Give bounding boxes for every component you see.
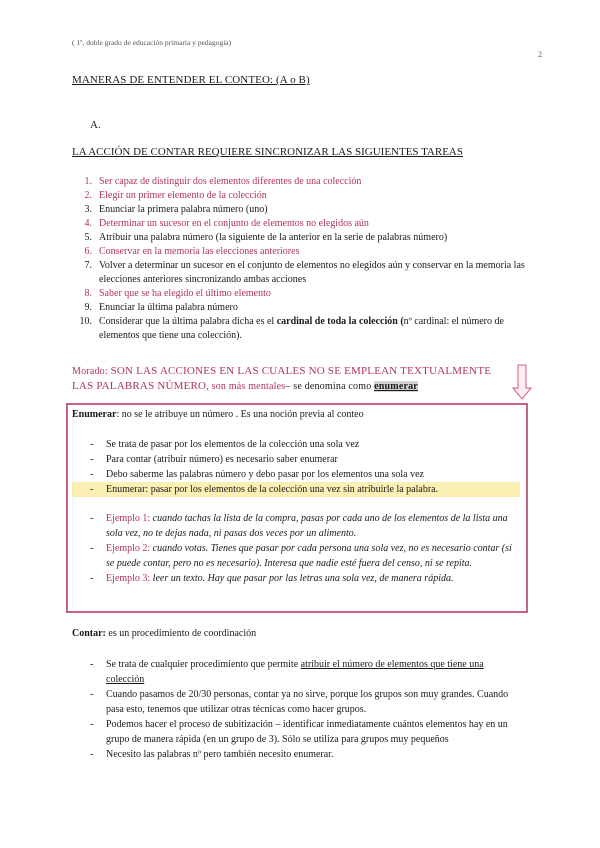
task-item [72, 245, 532, 259]
page-header: ( 1º, doble grado de educación primaria y pedagogía) [72, 38, 232, 47]
task-number: 10. [79, 316, 92, 327]
example-label: Ejemplo 3: [106, 573, 153, 584]
morado-mid: , son más mentales [206, 381, 286, 392]
task-text: Elegir un primer elemento de la colección [99, 190, 267, 201]
task-number: 8. [84, 288, 92, 299]
task-text: Enunciar la última palabra número [99, 302, 238, 313]
task-text: Volver a determinar un sucesor en el conjunto de elementos no elegidos aún y conservar en la memoria las elecciones anteriores sincronizando ambas acciones [99, 260, 525, 285]
enumerar-highlight: enumerar [374, 381, 418, 392]
sync-heading: LA ACCIÓN DE CONTAR REQUIERE SINCRONIZAR LAS SIGUIENTES TAREAS [72, 146, 463, 158]
page-number: 2 [538, 50, 542, 59]
task-text-after: nº cardinal: el número de elementos que tiene una colección). [99, 316, 504, 341]
bullet-text: Se trata de pasar por los elementos de la colección una sola vez [106, 439, 360, 450]
task-number: 3. [84, 204, 92, 215]
task-item [72, 189, 532, 203]
task-text: Atribuir una palabra número (la siguiente de la anterior en la serie de palabras número) [99, 232, 448, 243]
list-item: - Ejemplo 1: cuando tachas la lista de la compra, pasas por cada uno de los elementos de la lista una sola vez, no te dejas nada, ni pasas dos veces por un alimento. [90, 513, 508, 539]
example-text: leer un texto. Hay que pasar por las letras una sola vez, de manera rápida. [152, 573, 454, 584]
task-item [72, 175, 532, 189]
tasks-list [72, 175, 532, 343]
bullet-text: Para contar (atribuir número) es necesario saber enumerar [106, 454, 338, 465]
list-item: - Cuando pasamos de 20/30 personas, contar ya no sirve, porque los grupos son muy grandes. Cuando pasa esto, tenemos que utilizar otras técnicas como hacer grupos. [72, 687, 520, 717]
example-text: cuando votas. Tienes que pasar por cada persona una sola vez, no es necesario contar (sí se puede contar, pero no es necesario). Interesa que nadie esté fuera del censo, ni se repita. [106, 543, 512, 569]
task-text: Enunciar la primera palabra número (uno) [99, 204, 268, 215]
contar-bullet-before: Se trata de cualquier procedimiento que permite [106, 659, 301, 670]
task-item [72, 203, 532, 217]
contar-bullet-underlined: atribuir el número de elementos que tiene una colección [106, 659, 484, 685]
contar-definition-text: es un procedimiento de coordinación [105, 628, 257, 639]
down-arrow-icon [512, 364, 532, 400]
task-item [72, 287, 532, 301]
list-item: - Necesito las palabras nº pero también necesito enumerar. [72, 747, 520, 762]
task-item [72, 217, 532, 231]
task-item [72, 259, 532, 287]
bullet-text: Necesito las palabras nº pero también necesito enumerar. [106, 749, 334, 760]
list-item: - Enumerar: pasar por los elementos de la colección una vez sin atribuirle la palabra. [72, 482, 520, 497]
examples-list [72, 511, 520, 586]
contar-term: Contar: [72, 628, 106, 639]
example-text: cuando tachas la lista de la compra, pasas por cada uno de los elementos de la lista una sola vez, no te dejas nada, ni pasas dos veces por un alimento. [106, 513, 508, 539]
enumerar-term: Enumerar [72, 409, 117, 420]
task-number: 1. [84, 176, 92, 187]
example-label: Ejemplo 1: [106, 513, 153, 524]
list-item: - Podemos hacer el proceso de subitización – identificar inmediatamente cuántos elementos hay en un grupo de manera rápida (en un grupo de 3). Sólo se utiliza para grupos muy pequeños [72, 717, 520, 747]
main-heading: MANERAS DE ENTENDER EL CONTEO: (A o B) [72, 74, 310, 86]
contar-definition [72, 628, 256, 639]
task-number: 2. [84, 190, 92, 201]
task-text: Saber que se ha elegido el último elemento [99, 288, 271, 299]
task-text-before: Considerar que la última palabra dicha es el [99, 316, 277, 327]
list-item: - Ejemplo 2: cuando votas. Tienes que pasar por cada persona una sola vez, no es necesario contar (sí se puede contar, pero no es necesario). Interesa que nadie esté fuera del censo, ni se repita. [90, 543, 512, 569]
task-item [72, 231, 532, 245]
task-text: Conservar en la memoria las elecciones anteriores [99, 246, 300, 257]
task-number: 6. [84, 246, 92, 257]
task-item [72, 301, 532, 315]
enumerar-definition-text: : no se le atribuye un número . Es una noción previa al conteo [116, 409, 364, 420]
task-number: 7. [84, 260, 92, 271]
morado-dash-text: – se denomina como [285, 381, 375, 392]
task-text [99, 315, 532, 343]
list-item: - Se trata de pasar por los elementos de la colección una sola vez [72, 437, 520, 452]
list-item: - Se trata de cualquier procedimiento que permite atribuir el número de elementos que tiene una colección [90, 659, 484, 685]
contar-bullets [72, 657, 520, 762]
example-label: Ejemplo 2: [106, 543, 153, 554]
task-text-bold: cardinal de toda la colección ( [276, 316, 404, 327]
morado-caps: SON LAS ACCIONES EN LAS CUALES NO SE EMPLEAN TEXTUALMENTE LAS PALABRAS NÚMERO [72, 365, 492, 392]
task-number: 5. [84, 232, 92, 243]
enumerar-bullets [72, 437, 520, 497]
bullet-text: Podemos hacer el proceso de subitización – identificar inmediatamente cuántos elementos hay en un grupo de manera rápida (en un grupo de 3). Sólo se utiliza para grupos muy pequeños [106, 719, 508, 745]
bullet-text: Debo saberme las palabras número y debo pasar por los elementos una sola vez [106, 469, 424, 480]
task-number: 9. [84, 302, 92, 313]
section-letter: A. [90, 119, 101, 131]
morado-prefix: Morado: [72, 366, 111, 377]
task-text: Ser capaz de distinguir dos elementos diferentes de una colección [99, 176, 362, 187]
task-text: Determinar un sucesor en el conjunto de elementos no elegidos aún [99, 218, 369, 229]
enumerar-definition [72, 409, 364, 420]
task-item [72, 315, 532, 343]
bullet-text-highlighted: Enumerar: pasar por los elementos de la colección una vez sin atribuirle la palabra. [106, 484, 439, 495]
morado-note [72, 364, 512, 394]
list-item: - Ejemplo 3: leer un texto. Hay que pasar por las letras una sola vez, de manera rápida. [90, 573, 454, 584]
list-item: - Para contar (atribuir número) es necesario saber enumerar [72, 452, 520, 467]
list-item: - Debo saberme las palabras número y debo pasar por los elementos una sola vez [72, 467, 520, 482]
bullet-text: Cuando pasamos de 20/30 personas, contar ya no sirve, porque los grupos son muy grandes. Cuando pasa esto, tenemos que utilizar otras técnicas como hacer grupos. [106, 689, 509, 715]
task-number: 4. [84, 218, 92, 229]
